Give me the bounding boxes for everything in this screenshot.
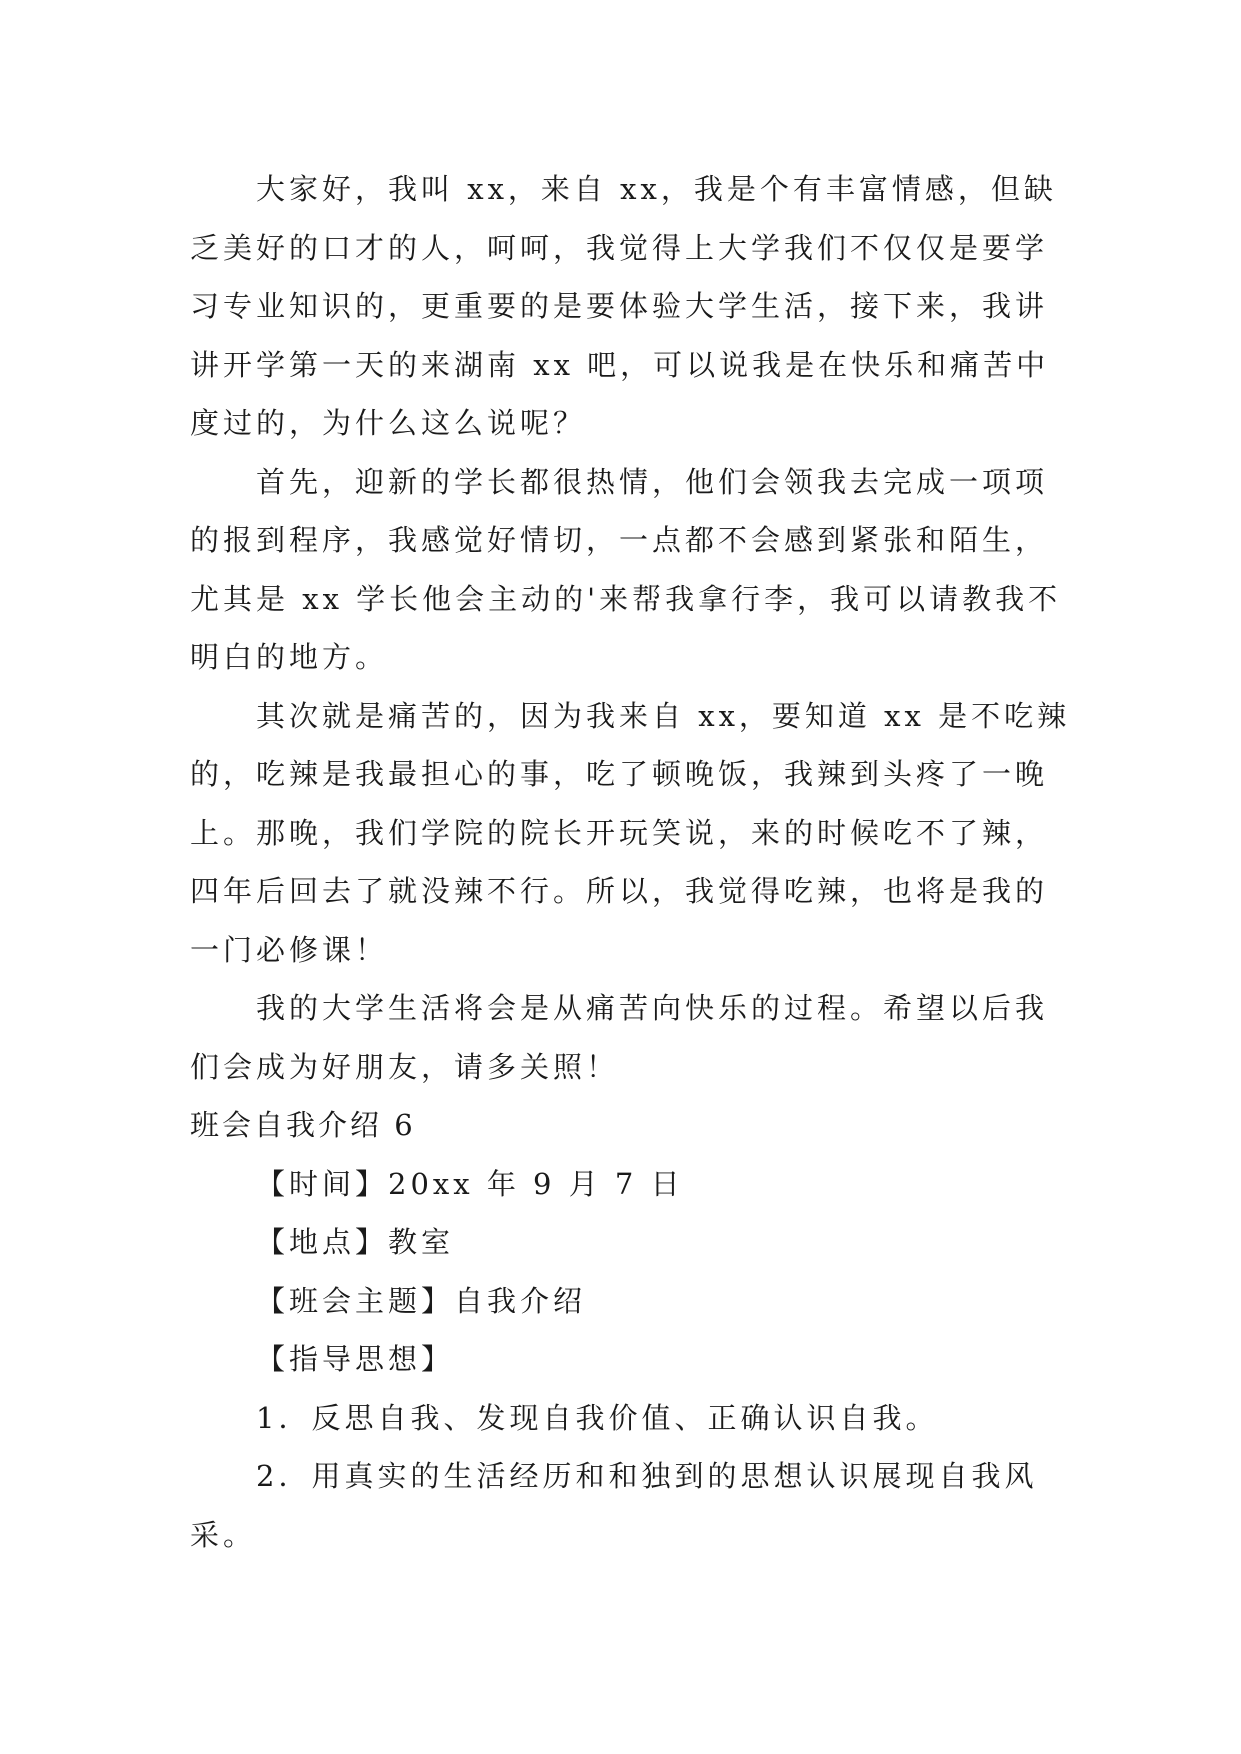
meeting-theme: 【班会主题】自我介绍 [256,1283,587,1318]
meeting-time: 【时间】20xx 年 9 月 7 日 [256,1166,684,1201]
paragraph-line: 大家好，我叫 xx，来自 xx，我是个有丰富情感，但缺 [256,172,1057,206]
paragraph-line: 尤其是 xx 学长他会主动的'来帮我拿行李，我可以请教我不 [190,581,1062,616]
paragraph-line: 明白的地方。 [190,640,389,674]
document-body [190,160,1071,1564]
paragraph-line: 其次就是痛苦的，因为我来自 xx，要知道 xx 是不吃辣 [256,698,1071,733]
paragraph-line: 们会成为好朋友，请多关照！ [190,1049,620,1084]
paragraph-line: 乏美好的口才的人，呵呵，我觉得上大学我们不仅仅是要学 [190,230,1049,265]
guiding-thought-heading: 【指导思想】 [256,1342,455,1376]
guiding-point-2: 2．用真实的生活经历和和独到的思想认识展现自我风 [256,1459,1038,1493]
paragraph-line: 四年后回去了就没辣不行。所以，我觉得吃辣，也将是我的 [190,874,1049,908]
paragraph-line: 上。那晚，我们学院的院长开玩笑说，来的时候吃不了辣， [190,815,1049,850]
paragraph-line: 度过的，为什么这么说呢？ [190,406,587,440]
meeting-location: 【地点】教室 [256,1225,455,1259]
paragraph-line: 的报到程序，我感觉好情切，一点都不会感到紧张和陌生， [190,523,1049,557]
paragraph-line: 我的大学生活将会是从痛苦向快乐的过程。希望以后我 [256,991,1049,1025]
paragraph-line: 一门必修课！ [190,932,389,967]
paragraph-line: 的，吃辣是我最担心的事，吃了顿晚饭，我辣到头疼了一晚 [190,757,1049,791]
guiding-point-2-continuation: 采。 [190,1517,257,1552]
guiding-point-1: 1．反思自我、发现自我价值、正确认识自我。 [256,1400,939,1435]
section-heading: 班会自我介绍 6 [190,1108,416,1142]
paragraph-line: 习专业知识的，更重要的是要体验大学生活，接下来，我讲 [190,289,1049,323]
paragraph-line: 讲开学第一天的来湖南 xx 吧，可以说我是在快乐和痛苦中 [190,347,1050,382]
paragraph-line: 首先，迎新的学长都很热情，他们会领我去完成一项项 [256,464,1049,499]
